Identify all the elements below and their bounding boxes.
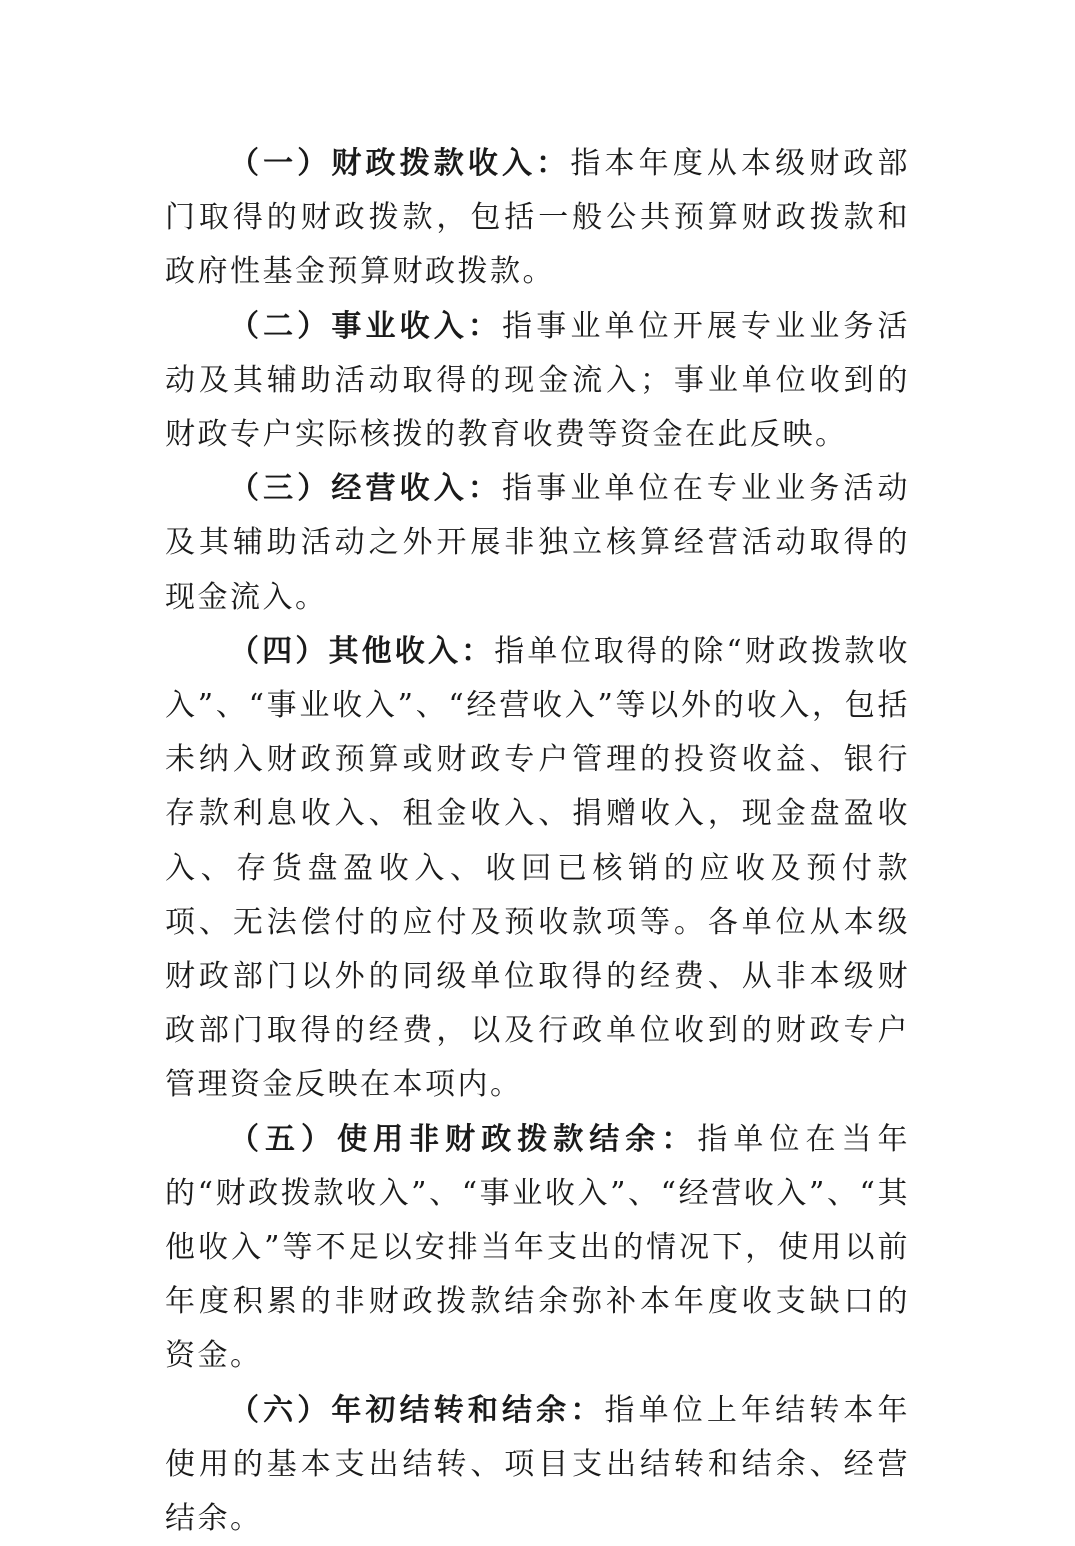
item-label: （四）其他收入： — [229, 633, 495, 669]
paragraph-carryover-balance — [165, 1384, 910, 1546]
paragraph-other-income — [165, 625, 910, 1113]
item-text: 指本年度从本级财政部门取得的财政拨款，包括一般公共预算财政拨款和政府性基金预算财政拨款。 — [165, 146, 911, 290]
item-text: 指事业单位在专业业务活动及其辅助活动之外开展非独立核算经营活动取得的现金流入。 — [165, 471, 911, 615]
item-label: （三）经营收入： — [229, 471, 503, 507]
item-text: 指单位在当年的“财政拨款收入”、“事业收入”、“经营收入”、“其他收入”等不足以安排当年支出的情况下，使用以前年度积累的非财政拨款结余弥补本年度收支缺口的资金。 — [165, 1121, 911, 1374]
paragraph-business-income — [165, 300, 910, 463]
item-text: 指单位上年结转本年使用的基本支出结转、项目支出结转和结余、经营结余。 — [165, 1392, 911, 1537]
paragraph-operating-income — [165, 462, 910, 625]
item-label: （一）财政拨款收入： — [229, 146, 571, 181]
item-label: （五）使用非财政拨款结余： — [229, 1121, 698, 1157]
item-text: 指事业单位开展专业业务活动及其辅助活动取得的现金流入；事业单位收到的财政专户实际核拨的教育收费等资金在此反映。 — [165, 308, 911, 453]
paragraph-non-fiscal-balance-use — [165, 1113, 910, 1384]
document-body — [165, 137, 910, 1546]
paragraph-fiscal-appropriation-income — [165, 137, 910, 300]
item-label: （六）年初结转和结余： — [229, 1392, 605, 1428]
item-label: （二）事业收入： — [229, 308, 503, 344]
item-text: 指单位取得的除“财政拨款收入”、“事业收入”、“经营收入”等以外的收入，包括未纳入财政预算或财政专户管理的投资收益、银行存款利息收入、租金收入、捐赠收入，现金盘盈收入、存货盘盈收入、收回已核销的应收及预付款项、无法偿付的应付及预收款项等。各单位从本级财政部门以外的同级单位取得的经费、从非本级财政部门取得的经费，以及行政单位收到的财政专户管理资金反映在本项内。 — [165, 633, 910, 1103]
